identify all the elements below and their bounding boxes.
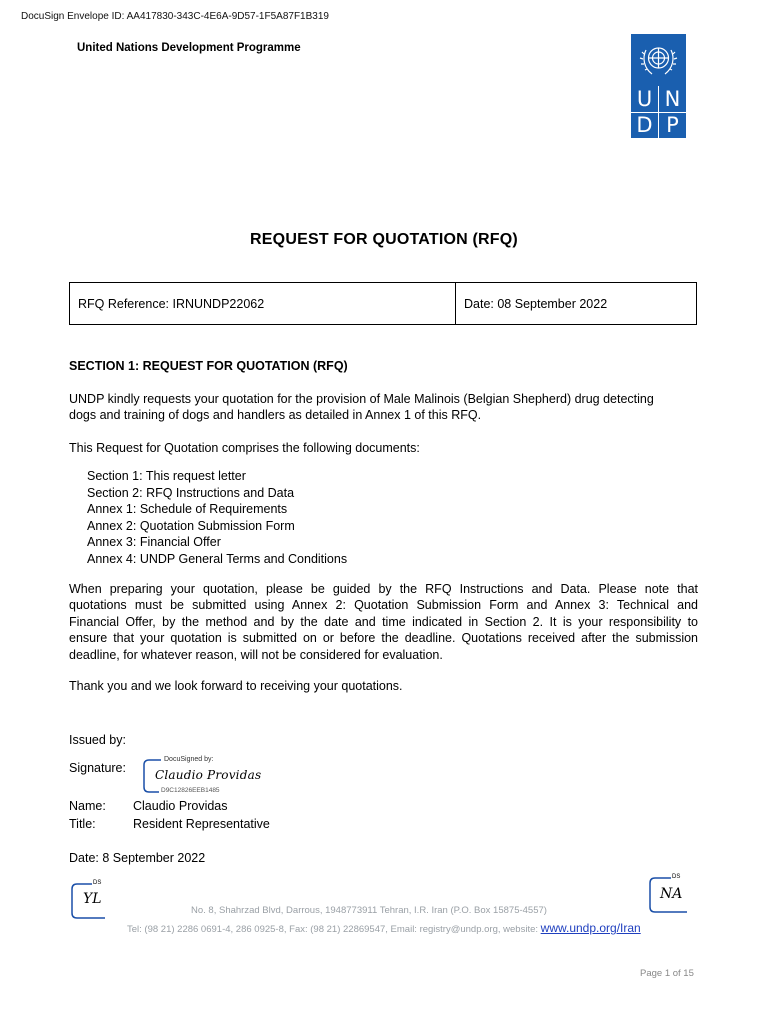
logo-letter-p: P bbox=[666, 113, 679, 137]
list-item: Annex 2: Quotation Submission Form bbox=[87, 518, 295, 533]
logo-letter-u: U bbox=[636, 87, 653, 111]
un-emblem-icon bbox=[636, 38, 681, 83]
guidance-line: When preparing your quotation, please be guided by the RFQ Instructions and Data. Please note that bbox=[69, 582, 698, 596]
list-item: Annex 4: UNDP General Terms and Conditions bbox=[87, 551, 348, 566]
initials-ink: NA bbox=[660, 886, 683, 902]
website-link[interactable]: www.undp.org/Iran bbox=[540, 921, 641, 935]
footer-contact-text: Tel: (98 21) 2286 0691-4, 286 0925-8, Fax: (98 21) 22869547, Email: registry@undp.org, website: bbox=[127, 924, 539, 935]
guidance-line: deadline, for whatever reason, will not be considered for evaluation. bbox=[69, 647, 443, 662]
logo-letter-n: N bbox=[664, 87, 681, 111]
title-value: Resident Representative bbox=[133, 817, 270, 831]
title-label: Title: bbox=[69, 817, 96, 831]
documents-intro: This Request for Quotation comprises the following documents: bbox=[69, 441, 420, 455]
list-item: Section 1: This request letter bbox=[87, 469, 246, 483]
guidance-line: ensure that your quotation is submitted on or before the deadline. Quotations received after the submission bbox=[69, 631, 698, 646]
list-item: Section 2: RFQ Instructions and Data bbox=[87, 485, 295, 500]
signature-label: Signature: bbox=[69, 761, 126, 775]
rfq-reference-table bbox=[69, 282, 697, 325]
ds-tag: DS bbox=[93, 880, 102, 886]
undp-logo bbox=[631, 34, 686, 138]
document-title: REQUEST FOR QUOTATION (RFQ) bbox=[250, 231, 518, 248]
guidance-paragraph bbox=[69, 581, 698, 663]
docusign-signature bbox=[141, 756, 271, 796]
name-label: Name: bbox=[69, 799, 106, 813]
issued-by-label: Issued by: bbox=[69, 733, 126, 747]
list-item: Annex 1: Schedule of Requirements bbox=[87, 502, 288, 516]
organization-name: United Nations Development Programme bbox=[77, 42, 301, 54]
intro-paragraph bbox=[69, 391, 698, 424]
logo-letter-d: D bbox=[636, 113, 653, 137]
name-value: Claudio Providas bbox=[133, 799, 228, 813]
docusign-envelope-id: DocuSign Envelope ID: AA417830-343C-4E6A-9D57-1F5A87F1B319 bbox=[21, 11, 329, 22]
guidance-line: quotations must be submitted using Annex 2: Quotation Submission Form and Annex 3: Technical and bbox=[69, 598, 698, 613]
initials-ink: YL bbox=[83, 891, 102, 907]
issue-date: Date: 8 September 2022 bbox=[69, 851, 206, 865]
footer-address: No. 8, Shahrzad Blvd, Darrous, 1948773911 Tehran, I.R. Iran (P.O. Box 15875-4557) bbox=[191, 905, 547, 916]
guidance-line: Financial Offer, by the method and by the date and time indicated in Section 2. It is your responsibility to bbox=[69, 614, 698, 629]
thanks-line: Thank you and we look forward to receiving your quotations. bbox=[69, 679, 403, 693]
intro-line: dogs and training of dogs and handlers as detailed in Annex 1 of this RFQ. bbox=[69, 408, 482, 423]
intro-line: UNDP kindly requests your quotation for the provision of Male Malinois (Belgian Shepherd) drug detecting bbox=[69, 392, 654, 406]
rfq-date-cell: Date: 08 September 2022 bbox=[456, 283, 697, 325]
initials-left bbox=[71, 880, 105, 919]
signature-name: Claudio Providas bbox=[155, 768, 262, 782]
rfq-reference-cell: RFQ Reference: IRNUNDP22062 bbox=[70, 283, 456, 325]
page-number: Page 1 of 15 bbox=[640, 968, 694, 979]
list-item: Annex 3: Financial Offer bbox=[87, 535, 221, 549]
footer-contact bbox=[127, 921, 641, 935]
section-heading: SECTION 1: REQUEST FOR QUOTATION (RFQ) bbox=[69, 359, 348, 373]
initials-right bbox=[649, 874, 687, 913]
docusign-header: DocuSigned by: bbox=[164, 756, 214, 763]
documents-list bbox=[87, 468, 347, 567]
ds-tag: DS bbox=[672, 874, 681, 880]
signature-hash: D9C12826EEB1485 bbox=[161, 787, 220, 794]
